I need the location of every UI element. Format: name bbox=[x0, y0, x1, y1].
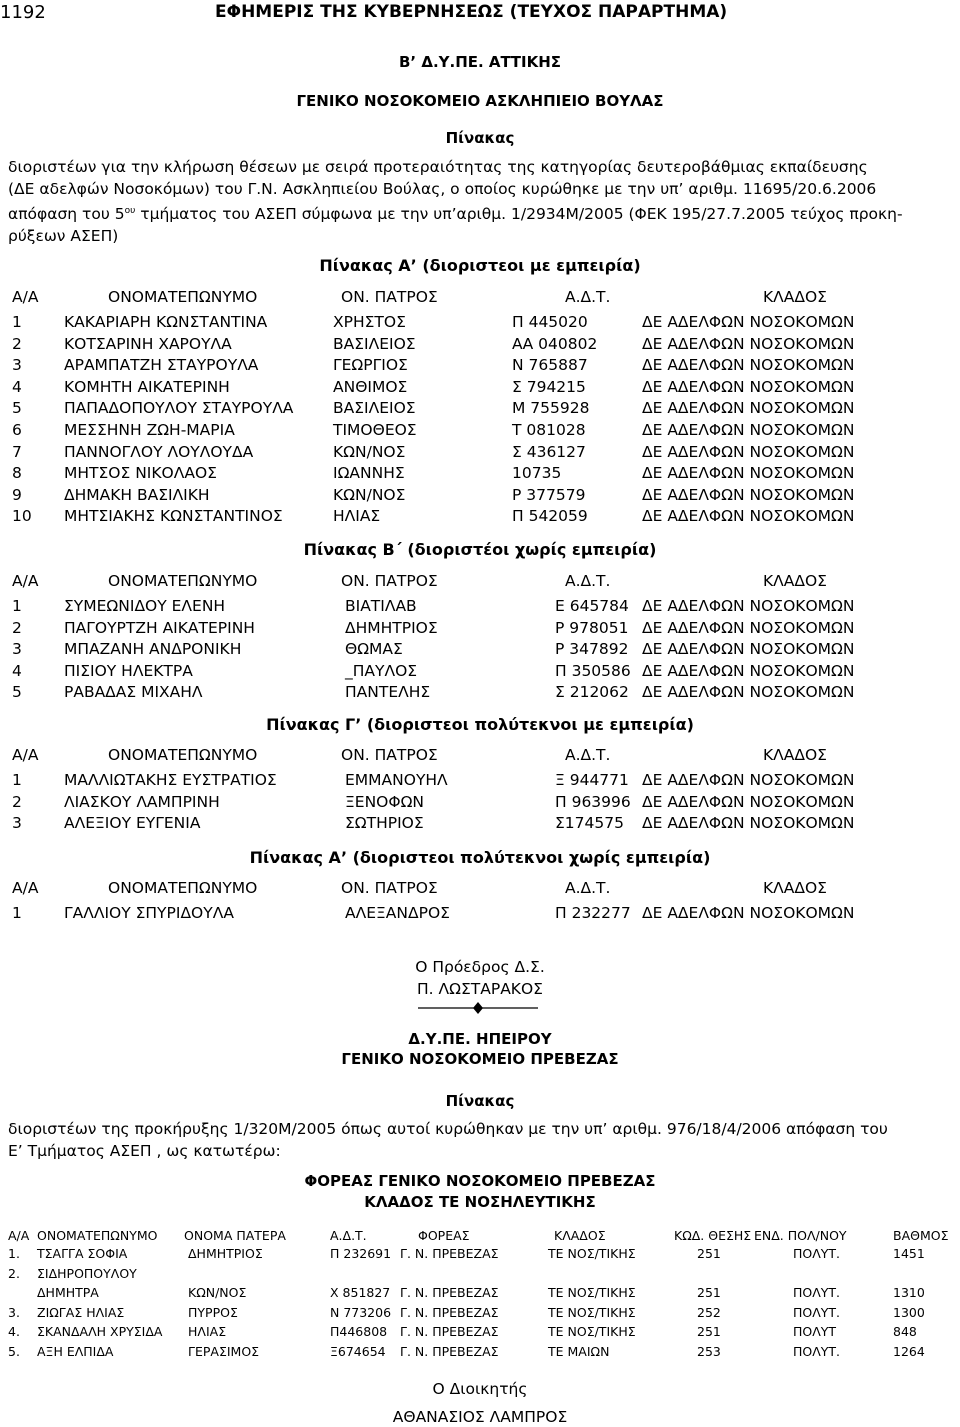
table-row bbox=[0, 793, 960, 815]
table-cell: 5. bbox=[8, 1343, 20, 1359]
col-header: ΟΝΟΜΑΤΕΠΩΝΥΜΟ bbox=[108, 288, 258, 306]
table-cell: Ξ674654 bbox=[330, 1343, 386, 1359]
table-cell: ΓΕΡΑΣΙΜΟΣ bbox=[188, 1343, 260, 1359]
table-cell: ΧΡΗΣΤΟΣ bbox=[333, 313, 406, 331]
col-header: Α.Δ.Τ. bbox=[565, 879, 611, 897]
ordinal-superscript: ου bbox=[124, 206, 136, 216]
table-cell: ΗΛΙΑΣ bbox=[188, 1324, 227, 1339]
table-cell: ΤΕ ΝΟΣ/ΤΙΚΗΣ bbox=[548, 1304, 636, 1320]
table-cell: Γ. Ν. ΠΡΕΒΕΖΑΣ bbox=[400, 1304, 499, 1320]
table-cell: ΣΚΑΝΔΑΛΗ ΧΡΥΣΙΔΑ bbox=[37, 1324, 163, 1339]
table-cell: Γ. Ν. ΠΡΕΒΕΖΑΣ bbox=[400, 1343, 499, 1359]
table-cell: 3 bbox=[12, 814, 22, 833]
table-cell: ΕΜΜΑΝΟΥΗΛ bbox=[345, 771, 448, 789]
col-header: ΟΝ. ΠΑΤΡΟΣ bbox=[341, 746, 438, 764]
table-cell: Ξ 944771 bbox=[555, 771, 629, 789]
table-cell: ΔΕ ΑΔΕΛΦΩΝ ΝΟΣΟΚΟΜΩΝ bbox=[642, 421, 855, 439]
table-cell: Ε 645784 bbox=[555, 597, 629, 615]
table-cell: ΔΕ ΑΔΕΛΦΩΝ ΝΟΣΟΚΟΜΩΝ bbox=[642, 356, 855, 375]
table-row bbox=[0, 1324, 960, 1344]
table-cell: ΠΟΛΥΤ. bbox=[793, 1343, 841, 1359]
table-cell: ΠΟΛΥΤ. bbox=[793, 1246, 841, 1261]
table-cell: 2. bbox=[8, 1265, 20, 1281]
table-row bbox=[0, 904, 960, 926]
intro-line: ρύξεων ΑΣΕΠ) bbox=[8, 227, 119, 245]
table-cell: ΠΑΝΝΟΓΛΟΥ ΛΟΥΛΟΥΔΑ bbox=[64, 442, 254, 461]
table-cell: ΣΩΤΗΡΙΟΣ bbox=[345, 814, 424, 833]
intro-line: διοριστέων για την κλήρωση θέσεων με σειρά προτεραιότητας της κατηγορίας δευτεροβάθμιας εκπαίδευσης bbox=[8, 158, 868, 176]
table-cell: ΠΙΣΙΟΥ ΗΛΕΚΤΡΑ bbox=[64, 661, 193, 680]
col-header: ΚΛΑΔΟΣ bbox=[554, 1228, 606, 1243]
table-cell: ΔΕ ΑΔΕΛΦΩΝ ΝΟΣΟΚΟΜΩΝ bbox=[642, 814, 855, 833]
col-header: ΟΝ. ΠΑΤΡΟΣ bbox=[341, 572, 438, 590]
col-header: Α.Δ.Τ. bbox=[565, 288, 611, 306]
table-cell: ΜΗΤΣΟΣ ΝΙΚΟΛΑΟΣ bbox=[64, 464, 217, 483]
table-cell: ΑΞΗ ΕΛΠΙΔΑ bbox=[37, 1343, 114, 1359]
table-cell: ΒΙΑΤΙΛΑΒ bbox=[345, 597, 417, 615]
table-cell: ΑΑ 040802 bbox=[512, 334, 598, 353]
table-cell: 251 bbox=[697, 1285, 721, 1300]
signature-name-2: ΑΘΑΝΑΣΙΟΣ ΛΑΜΠΡΟΣ bbox=[392, 1408, 568, 1426]
table-cell: ΜΗΤΣΙΑΚΗΣ ΚΩΝΣΤΑΝΤΙΝΟΣ bbox=[64, 507, 283, 526]
klados-title: ΚΛΑΔΟΣ ΤΕ ΝΟΣΗΛΕΥΤΙΚΗΣ bbox=[364, 1193, 596, 1211]
table-cell: ΔΗΜΑΚΗ ΒΑΣΙΛΙΚΗ bbox=[64, 485, 210, 504]
table-cell: 2 bbox=[12, 334, 22, 353]
table-cell: Γ. Ν. ΠΡΕΒΕΖΑΣ bbox=[400, 1246, 499, 1261]
table-cell: 252 bbox=[697, 1304, 721, 1320]
table-cell: ΚΩΝ/ΝΟΣ bbox=[188, 1285, 247, 1300]
hospital-title: ΓΕΝΙΚΟ ΝΟΣΟΚΟΜΕΙΟ ΑΣΚΛΗΠΙΕΙΟ ΒΟΥΛΑΣ bbox=[296, 92, 664, 110]
table-cell: ΔΕ ΑΔΕΛΦΩΝ ΝΟΣΟΚΟΜΩΝ bbox=[642, 334, 855, 353]
col-header: ΦΟΡΕΑΣ bbox=[418, 1228, 470, 1243]
table-cell: ΔΕ ΑΔΕΛΦΩΝ ΝΟΣΟΚΟΜΩΝ bbox=[642, 464, 855, 483]
table-cell: ΠΑΝΤΕΛΗΣ bbox=[345, 683, 431, 702]
table-cell: Π 963996 bbox=[555, 792, 631, 811]
intro-paragraph bbox=[8, 156, 958, 247]
table-cell: 7 bbox=[12, 442, 22, 461]
table-cell: 1 bbox=[12, 771, 22, 789]
col-header: ΟΝΟΜΑ ΠΑΤΕΡΑ bbox=[184, 1228, 286, 1243]
table-cell: ΒΑΣΙΛΕΙΟΣ bbox=[333, 334, 416, 353]
table-cell: 1. bbox=[8, 1246, 20, 1261]
table-cell: ΡΑΒΑΔΑΣ ΜΙΧΑΗΛ bbox=[64, 683, 203, 702]
table-row bbox=[0, 1246, 960, 1266]
table-cell: 2 bbox=[12, 618, 22, 637]
table-row bbox=[0, 1285, 960, 1305]
table-cell: 9 bbox=[12, 485, 22, 504]
col-header: Α/Α bbox=[12, 746, 39, 764]
intro-line-rest: τμήματος του ΑΣΕΠ σύμφωνα με την υπ’αριθμ. 1/2934Μ/2005 (ΦΕΚ 195/27.7.2005 τεύχος προκη- bbox=[140, 205, 903, 223]
table-cell: 4 bbox=[12, 661, 22, 680]
table-cell: ΠΟΛΥΤ. bbox=[793, 1304, 841, 1320]
table-cell: Π 350586 bbox=[555, 661, 631, 680]
intro-line-prefix: απόφαση του 5 bbox=[8, 205, 125, 223]
table-cell: 251 bbox=[697, 1246, 721, 1261]
table-cell: ΔΕ ΑΔΕΛΦΩΝ ΝΟΣΟΚΟΜΩΝ bbox=[642, 485, 855, 504]
table-cell: ΤΙΜΟΘΕΟΣ bbox=[333, 421, 417, 439]
table-cell: Σ 436127 bbox=[512, 442, 586, 461]
table-cell: 4. bbox=[8, 1324, 20, 1339]
table-cell: ΣΙΔΗΡΟΠΟΥΛΟΥ bbox=[37, 1265, 137, 1281]
table-c-title: Πίνακας Γ’ (διοριστεοι πολύτεκνοι με εμπειρία) bbox=[266, 715, 694, 734]
table-cell: ΠΑΓΟΥΡΤΖΗ ΑΙΚΑΤΕΡΙΝΗ bbox=[64, 618, 255, 637]
table-row bbox=[0, 619, 960, 641]
table-row bbox=[0, 507, 960, 529]
table-row bbox=[0, 464, 960, 486]
table-row bbox=[0, 1266, 960, 1286]
table-cell: 5 bbox=[12, 399, 22, 418]
table-b-header bbox=[0, 572, 960, 594]
col-header: Α/Α bbox=[12, 572, 39, 590]
table-cell: Ν 773206 bbox=[330, 1304, 392, 1320]
table-cell: ΜΠΑΖΑΝΗ ΑΝΔΡΟΝΙΚΗ bbox=[64, 640, 242, 659]
foreas-title: ΦΟΡΕΑΣ ΓΕΝΙΚΟ ΝΟΣΟΚΟΜΕΙΟ ΠΡΕΒΕΖΑΣ bbox=[304, 1172, 656, 1190]
col-header: ΒΑΘΜΟΣ bbox=[893, 1228, 949, 1243]
intro-line: Ε’ Τμήματος ΑΣΕΠ , ως κατωτέρω: bbox=[8, 1142, 281, 1160]
table-cell: ΓΑΛΛΙΟΥ ΣΠΥΡΙΔΟΥΛΑ bbox=[64, 904, 234, 922]
table-cell: ΤΕ ΜΑΙΩΝ bbox=[548, 1343, 610, 1359]
table-cell: ΑΛΕΞΑΝΔΡΟΣ bbox=[345, 904, 450, 922]
col-header: ΟΝΟΜΑΤΕΠΩΝΥΜΟ bbox=[108, 746, 258, 764]
table-d-title: Πίνακας Α’ (διοριστεοι πολύτεκνοι χωρίς εμπειρία) bbox=[249, 848, 711, 867]
diamond-divider-icon bbox=[418, 1002, 538, 1014]
table-cell: ΤΕ ΝΟΣ/ΤΙΚΗΣ bbox=[548, 1324, 636, 1339]
table-cell: 1 bbox=[12, 597, 22, 615]
table-cell: 8 bbox=[12, 464, 22, 483]
table-cell: ΔΕ ΑΔΕΛΦΩΝ ΝΟΣΟΚΟΜΩΝ bbox=[642, 442, 855, 461]
table-cell: ΚΩΝ/ΝΟΣ bbox=[333, 485, 406, 504]
col-header: ΟΝ. ΠΑΤΡΟΣ bbox=[341, 879, 438, 897]
table-a-title: Πίνακας Α’ (διοριστεοι με εμπειρία) bbox=[319, 256, 641, 275]
table-cell: ΒΑΣΙΛΕΙΟΣ bbox=[333, 399, 416, 418]
table-row bbox=[0, 1305, 960, 1325]
region-title-2: Δ.Υ.ΠΕ. ΗΠΕΙΡΟΥ bbox=[408, 1030, 552, 1048]
region-title: Β’ Δ.Υ.ΠΕ. ΑΤΤΙΚΗΣ bbox=[398, 53, 562, 71]
col-header: Α/Α bbox=[12, 879, 39, 897]
table-cell: ΔΕ ΑΔΕΛΦΩΝ ΝΟΣΟΚΟΜΩΝ bbox=[642, 313, 855, 331]
table-cell: 10 bbox=[12, 507, 32, 526]
signature-name: Π. ΛΩΣΤΑΡΑΚΟΣ bbox=[417, 980, 543, 998]
table-cell: Γ. Ν. ΠΡΕΒΕΖΑΣ bbox=[400, 1285, 499, 1300]
table-row bbox=[0, 443, 960, 465]
table-cell: ΜΕΣΣΗΝΗ ΖΩΗ-ΜΑΡΙΑ bbox=[64, 421, 235, 439]
table-e-header bbox=[0, 1228, 960, 1248]
table-cell: ΙΩΑΝΝΗΣ bbox=[333, 464, 405, 483]
table-cell: 3 bbox=[12, 356, 22, 375]
intro-line: (ΔΕ αδελφών Νοσοκόμων) του Γ.Ν. Ασκληπιείου Βούλας, ο οποίος κυρώθηκε με την υπ’ αριθμ. 11695/20.6.2006 bbox=[8, 180, 877, 198]
table-cell: Π 232691 bbox=[330, 1246, 392, 1261]
table-cell: ΔΗΜΗΤΡΙΟΣ bbox=[345, 618, 438, 637]
table-cell: ΗΛΙΑΣ bbox=[333, 507, 381, 526]
page-number: 1192 bbox=[0, 2, 46, 23]
table-cell: ΤΕ ΝΟΣ/ΤΙΚΗΣ bbox=[548, 1285, 636, 1300]
col-header: ΟΝΟΜΑΤΕΠΩΝΥΜΟ bbox=[37, 1228, 158, 1243]
table-cell: ΔΗΜΗΤΡΙΟΣ bbox=[188, 1246, 263, 1261]
table-cell: Γ. Ν. ΠΡΕΒΕΖΑΣ bbox=[400, 1324, 499, 1339]
table-row bbox=[0, 378, 960, 400]
table-cell: ΔΕ ΑΔΕΛΦΩΝ ΝΟΣΟΚΟΜΩΝ bbox=[642, 771, 855, 789]
table-cell: ΔΕ ΑΔΕΛΦΩΝ ΝΟΣΟΚΟΜΩΝ bbox=[642, 618, 855, 637]
table-cell: ΔΕ ΑΔΕΛΦΩΝ ΝΟΣΟΚΟΜΩΝ bbox=[642, 661, 855, 680]
col-header: ΚΛΑΔΟΣ bbox=[763, 572, 827, 590]
table-cell: ΠΑΠΑΔΟΠΟΥΛΟΥ ΣΤΑΥΡΟΥΛΑ bbox=[64, 399, 294, 418]
intro-line: διοριστέων της προκήρυξης 1/320Μ/2005 όπως αυτοί κυρώθηκαν με την υπ’ αριθμ. 976/18/4/2006 απόφαση του bbox=[8, 1120, 888, 1138]
table-cell: Τ 081028 bbox=[512, 421, 586, 439]
table-cell: Π 232277 bbox=[555, 904, 631, 922]
table-cell: Σ174575 bbox=[555, 814, 624, 833]
table-cell: 2 bbox=[12, 792, 22, 811]
table-cell: 1264 bbox=[893, 1343, 925, 1359]
table-cell: ΠΥΡΡΟΣ bbox=[188, 1304, 238, 1320]
table-cell: 253 bbox=[697, 1343, 721, 1359]
table-cell: 1 bbox=[12, 904, 22, 922]
table-cell: Σ 794215 bbox=[512, 377, 586, 396]
gazette-title: ΕΦΗΜΕΡΙΣ ΤΗΣ ΚΥΒΕΡΝΗΣΕΩΣ (ΤΕΥΧΟΣ ΠΑΡΑΡΤΗΜΑ) bbox=[215, 2, 728, 22]
table-cell: ΑΛΕΞΙΟΥ ΕΥΓΕΝΙΑ bbox=[64, 814, 201, 833]
table-cell: ΔΕ ΑΔΕΛΦΩΝ ΝΟΣΟΚΟΜΩΝ bbox=[642, 640, 855, 659]
table-cell: ΔΕ ΑΔΕΛΦΩΝ ΝΟΣΟΚΟΜΩΝ bbox=[642, 904, 855, 922]
table-cell: ΠΟΛΥΤ bbox=[793, 1324, 837, 1339]
table-cell: 848 bbox=[893, 1324, 917, 1339]
table-cell: ΔΕ ΑΔΕΛΦΩΝ ΝΟΣΟΚΟΜΩΝ bbox=[642, 399, 855, 418]
table-cell: ΔΕ ΑΔΕΛΦΩΝ ΝΟΣΟΚΟΜΩΝ bbox=[642, 377, 855, 396]
table-cell: Ρ 347892 bbox=[555, 640, 629, 659]
table-cell: ΔΕ ΑΔΕΛΦΩΝ ΝΟΣΟΚΟΜΩΝ bbox=[642, 683, 855, 702]
table-cell: ΔΕ ΑΔΕΛΦΩΝ ΝΟΣΟΚΟΜΩΝ bbox=[642, 597, 855, 615]
signature-role-2: Ο Διοικητής bbox=[432, 1380, 528, 1398]
col-header: ΚΛΑΔΟΣ bbox=[763, 879, 827, 897]
table-cell: Π 542059 bbox=[512, 507, 588, 526]
table-cell: ΔΕ ΑΔΕΛΦΩΝ ΝΟΣΟΚΟΜΩΝ bbox=[642, 507, 855, 526]
table-row bbox=[0, 597, 960, 619]
table-cell: Π 445020 bbox=[512, 313, 588, 331]
table-cell: 1451 bbox=[893, 1246, 925, 1261]
table-cell: ΚΩΝ/ΝΟΣ bbox=[333, 442, 406, 461]
hospital-title-2: ΓΕΝΙΚΟ ΝΟΣΟΚΟΜΕΙΟ ΠΡΕΒΕΖΑΣ bbox=[341, 1050, 619, 1068]
col-header: ΚΛΑΔΟΣ bbox=[763, 746, 827, 764]
col-header: Α/Α bbox=[12, 288, 39, 306]
table-row bbox=[0, 683, 960, 705]
table-c-header bbox=[0, 746, 960, 768]
table-cell: ΚΟΜΗΤΗ ΑΙΚΑΤΕΡΙΝΗ bbox=[64, 377, 230, 396]
table-cell: Χ 851827 bbox=[330, 1285, 391, 1300]
table-cell: 1 bbox=[12, 313, 22, 331]
table-row bbox=[0, 421, 960, 443]
table-cell: ΔΗΜΗΤΡΑ bbox=[37, 1285, 99, 1300]
table-d-header bbox=[0, 879, 960, 901]
table-cell: ΓΕΩΡΓΙΟΣ bbox=[333, 356, 408, 375]
table-row bbox=[0, 1344, 960, 1364]
table-cell: Ν 765887 bbox=[512, 356, 588, 375]
table-a-header bbox=[0, 288, 960, 310]
col-header: Α.Δ.Τ. bbox=[330, 1228, 367, 1243]
page-header bbox=[0, 0, 960, 26]
col-header: ΚΛΑΔΟΣ bbox=[763, 288, 827, 306]
table-row bbox=[0, 814, 960, 836]
signature-role: Ο Πρόεδρος Δ.Σ. bbox=[415, 958, 545, 976]
table-cell: Σ 212062 bbox=[555, 683, 629, 702]
table-cell: 6 bbox=[12, 421, 22, 439]
table-cell: Ρ 978051 bbox=[555, 618, 629, 637]
col-header: ΚΩΔ. ΘΕΣΗΣ bbox=[674, 1228, 752, 1243]
intro-paragraph-2 bbox=[8, 1118, 958, 1162]
col-header: Α.Δ.Τ. bbox=[565, 746, 611, 764]
col-header: ΟΝ. ΠΑΤΡΟΣ bbox=[341, 288, 438, 306]
table-cell: 1300 bbox=[893, 1304, 925, 1320]
table-row bbox=[0, 399, 960, 421]
table-row bbox=[0, 335, 960, 357]
table-cell: 4 bbox=[12, 377, 22, 396]
table-cell: Π446808 bbox=[330, 1324, 388, 1339]
table-cell: ΘΩΜΑΣ bbox=[345, 640, 403, 659]
table-cell: ΠΟΛΥΤ. bbox=[793, 1285, 841, 1300]
table-cell: 3. bbox=[8, 1304, 20, 1320]
table-cell: ΣΥΜΕΩΝΙΔΟΥ ΕΛΕΝΗ bbox=[64, 597, 226, 615]
table-cell: ΤΕ ΝΟΣ/ΤΙΚΗΣ bbox=[548, 1246, 636, 1261]
table-cell: 5 bbox=[12, 683, 22, 702]
table-cell: 3 bbox=[12, 640, 22, 659]
pinakas-title-2: Πίνακας bbox=[445, 1092, 515, 1110]
table-row bbox=[0, 356, 960, 378]
table-row bbox=[0, 640, 960, 662]
col-header: ΟΝΟΜΑΤΕΠΩΝΥΜΟ bbox=[108, 879, 258, 897]
table-cell: ΛΙΑΣΚΟΥ ΛΑΜΠΡΙΝΗ bbox=[64, 792, 220, 811]
table-cell: ΔΕ ΑΔΕΛΦΩΝ ΝΟΣΟΚΟΜΩΝ bbox=[642, 792, 855, 811]
col-header: Α/Α bbox=[8, 1228, 30, 1243]
table-cell: ΚΑΚΑΡΙΑΡΗ ΚΩΝΣΤΑΝΤΙΝΑ bbox=[64, 313, 268, 331]
table-b-title: Πίνακας Β΄ (διοριστέοι χωρίς εμπειρία) bbox=[303, 540, 657, 559]
table-row bbox=[0, 486, 960, 508]
table-cell: 1310 bbox=[893, 1285, 925, 1300]
table-cell: ΑΡΑΜΠΑΤΖΗ ΣΤΑΥΡΟΥΛΑ bbox=[64, 356, 259, 375]
table-row bbox=[0, 662, 960, 684]
table-cell: Ρ 377579 bbox=[512, 485, 586, 504]
col-header: ΕΝΔ. ΠΟΛ/ΝΟΥ bbox=[754, 1228, 847, 1243]
table-row bbox=[0, 771, 960, 793]
table-cell: _ΠΑΥΛΟΣ bbox=[345, 661, 418, 680]
table-cell: ΜΑΛΛΙΩΤΑΚΗΣ ΕΥΣΤΡΑΤΙΟΣ bbox=[64, 771, 277, 789]
table-cell: ΞΕΝΟΦΩΝ bbox=[345, 792, 425, 811]
intro-line bbox=[8, 200, 958, 225]
table-cell: ΖΙΩΓΑΣ ΗΛΙΑΣ bbox=[37, 1304, 125, 1320]
col-header: ΟΝΟΜΑΤΕΠΩΝΥΜΟ bbox=[108, 572, 258, 590]
table-row bbox=[0, 313, 960, 335]
table-cell: Μ 755928 bbox=[512, 399, 590, 418]
pinakas-title: Πίνακας bbox=[445, 129, 515, 147]
table-cell: ΚΟΤΣΑΡΙΝΗ ΧΑΡΟΥΛΑ bbox=[64, 334, 232, 353]
col-header: Α.Δ.Τ. bbox=[565, 572, 611, 590]
table-cell: 10735 bbox=[512, 464, 562, 483]
table-cell: ΑΝΘΙΜΟΣ bbox=[333, 377, 408, 396]
table-cell: ΤΣΑΓΓΑ ΣΟΦΙΑ bbox=[37, 1246, 128, 1261]
table-cell: 251 bbox=[697, 1324, 721, 1339]
